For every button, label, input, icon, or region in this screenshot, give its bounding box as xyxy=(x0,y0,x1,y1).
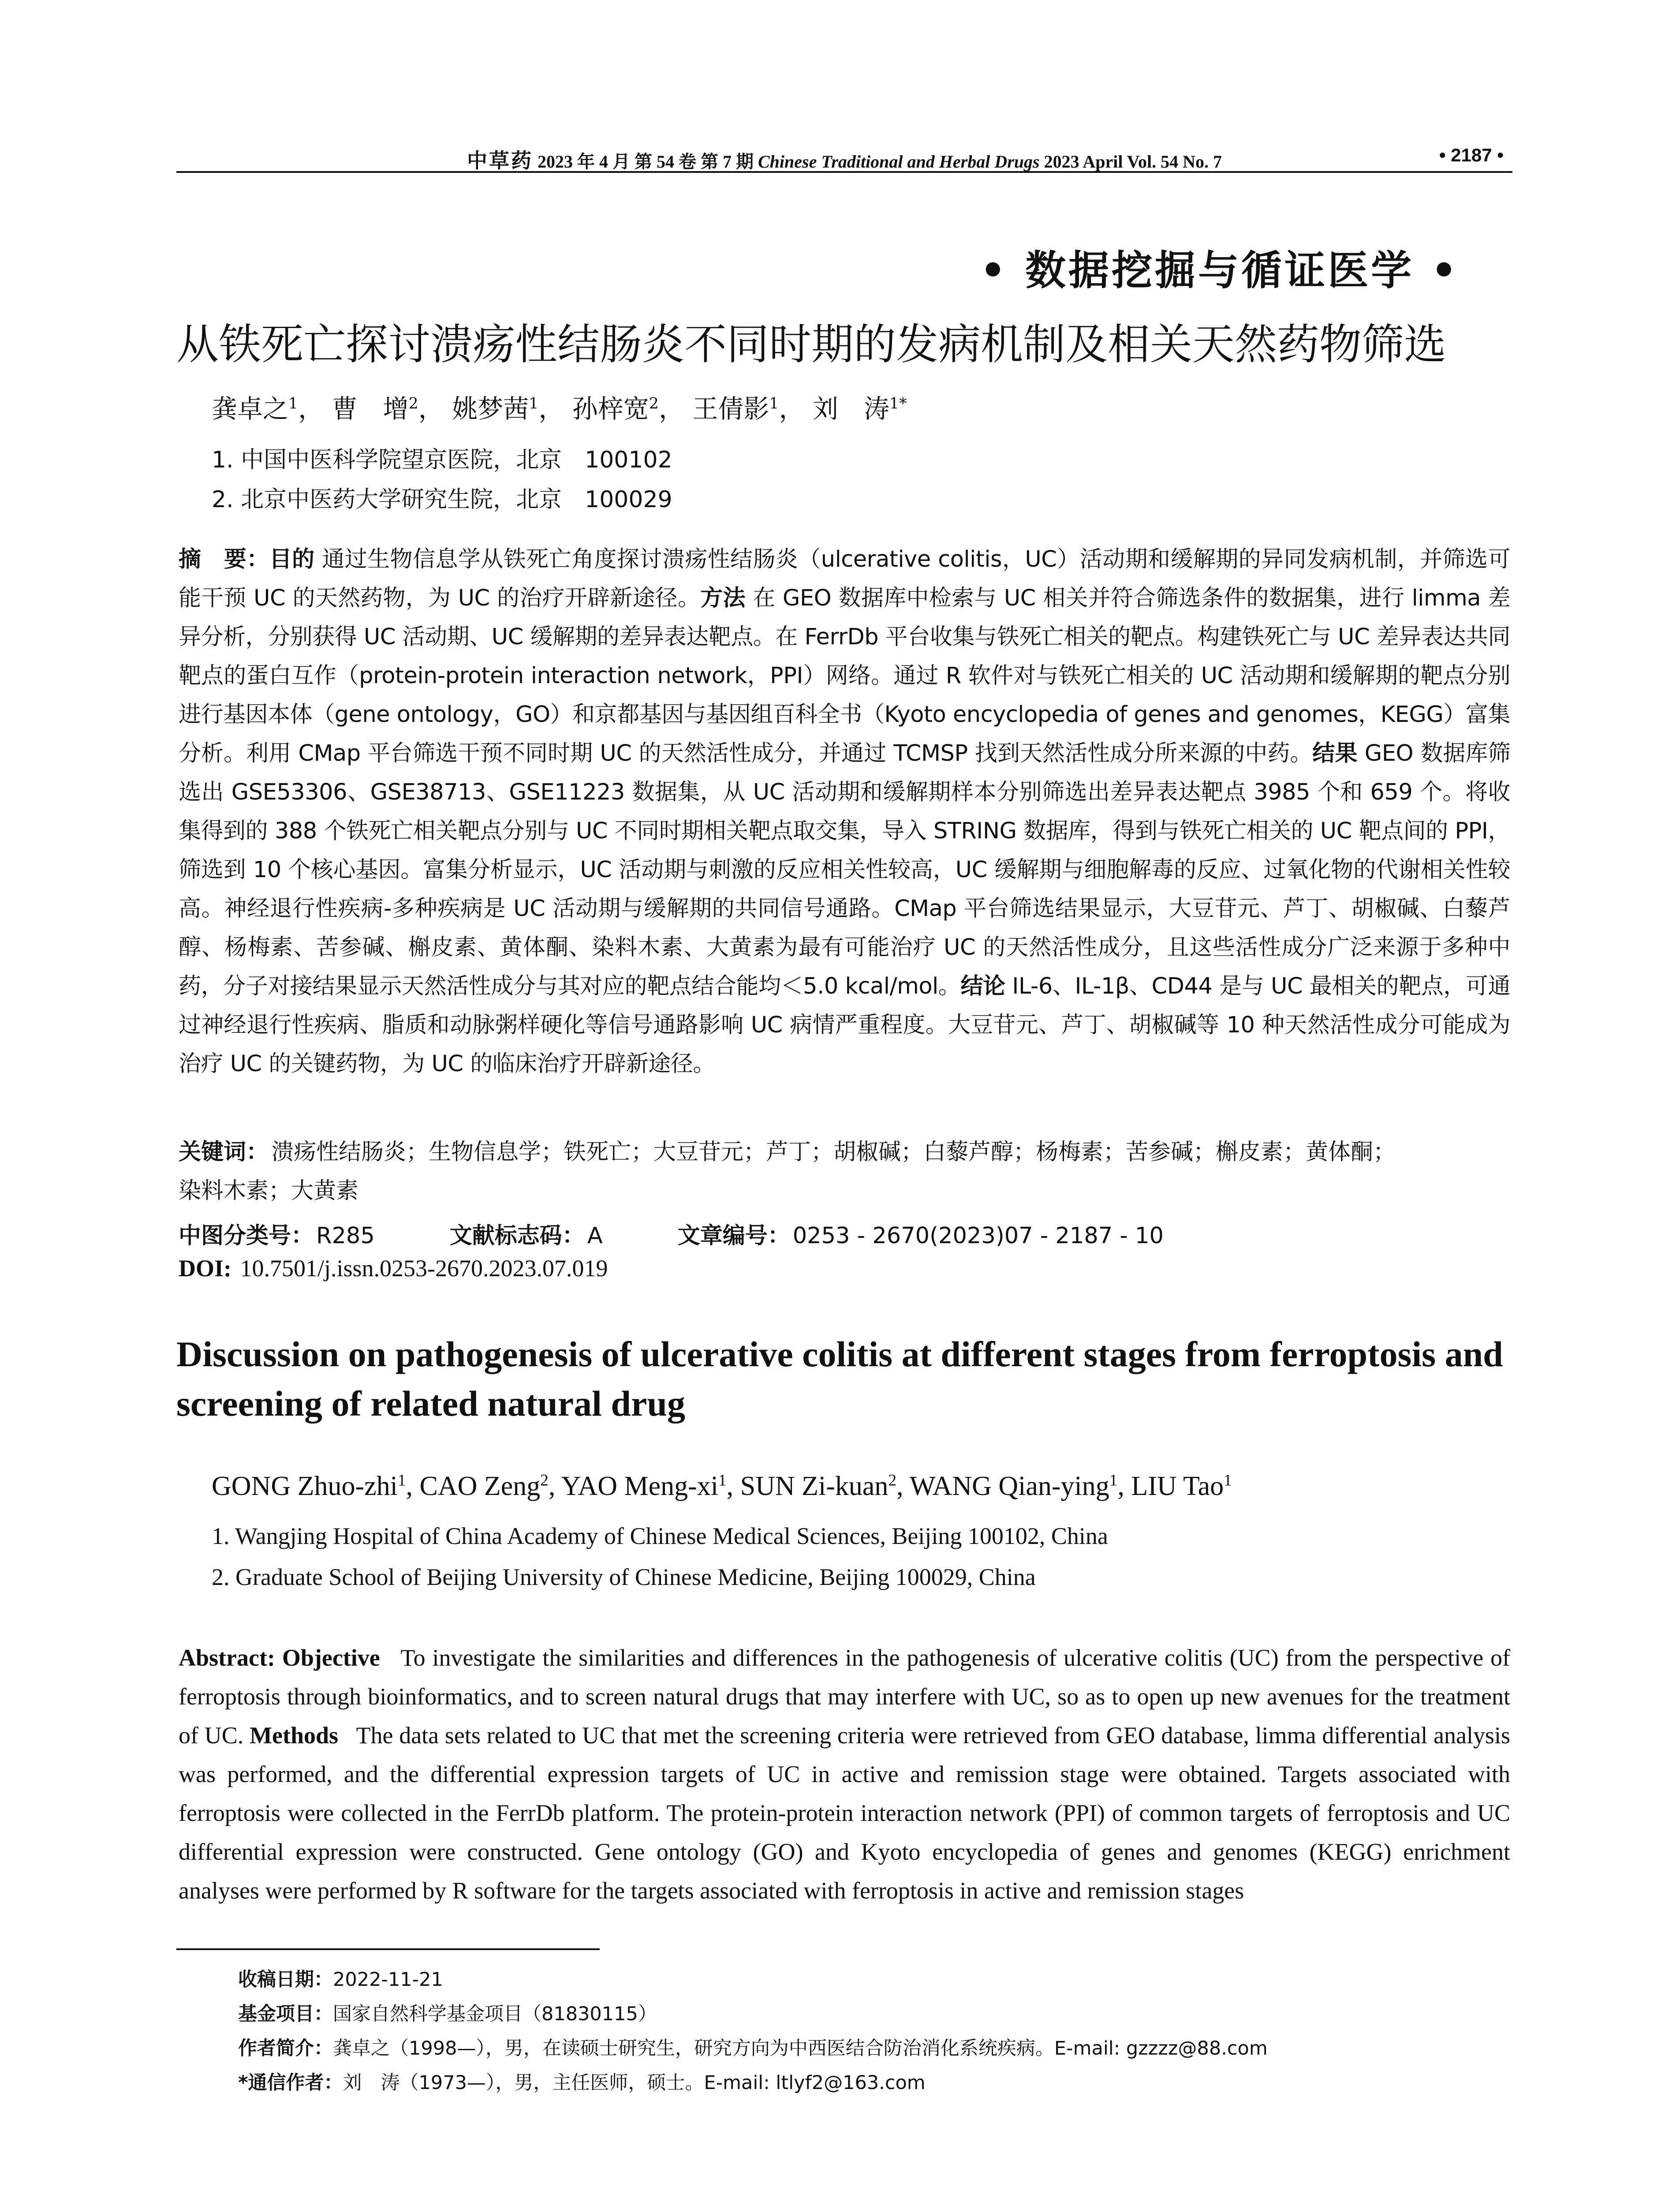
author-affiliation-mark: 1* xyxy=(889,395,907,413)
author-affiliation-mark: 2 xyxy=(408,395,418,413)
keywords-cn-continued xyxy=(179,1172,358,1205)
received-label: 收稿日期： xyxy=(238,1969,333,1991)
methods-label-cn: 方法 xyxy=(700,585,746,611)
footnote-fund xyxy=(238,1999,657,2026)
affiliation-cn: 2. 北京中医药大学研究生院，北京 100029 xyxy=(212,486,672,513)
received-date: 2022-11-21 xyxy=(333,1969,443,1991)
author-cn: 曹 增 xyxy=(332,394,409,424)
article-number-label: 文章编号： xyxy=(677,1223,790,1249)
fund-text: 国家自然科学基金项目（81830115） xyxy=(333,2003,657,2025)
author-en: GONG Zhuo-zhi xyxy=(212,1471,398,1501)
objective-text-en: To investigate the similarities and differences in the pathogenesis of ulcerative colitis (UC) from the perspective of ferroptosis through bioinformatics, and to screen natural drugs that may interfere with UC, so as to open up new avenues for the treatment of UC. xyxy=(179,1644,1511,1749)
article-title-en: Discussion on pathogenesis of ulcerative colitis at different stages from ferroptosis and screening of related natural drug xyxy=(176,1334,1503,1424)
author-affiliation-mark: 1 xyxy=(288,395,299,413)
author-en: SUN Zi-kuan xyxy=(740,1471,889,1501)
issue-info-cn: 2023 年 4 月 第 54 卷 第 7 期 xyxy=(537,152,754,172)
bio-text: 龚卓之（1998—），男，在读硕士研究生，研究方向为中西医结合防治消化系统疾病。E-mail: gzzzz@88.com xyxy=(333,2037,1268,2059)
section-label: • 数据挖掘与循证医学 • xyxy=(980,247,1460,294)
doi-line xyxy=(179,1255,608,1282)
author-affiliation-mark: 2 xyxy=(649,395,659,413)
author-cn: 王倩影 xyxy=(692,394,769,424)
abstract-cn xyxy=(179,540,1510,1084)
author-en: WANG Qian-ying xyxy=(909,1471,1109,1501)
doi-label: DOI: xyxy=(179,1255,231,1282)
classification-line xyxy=(179,1217,1164,1250)
objective-label-cn: 目的 xyxy=(269,546,315,572)
results-label-cn: 结果 xyxy=(1312,740,1358,766)
doi-link[interactable]: 10.7501/j.issn.0253-2670.2023.07.019 xyxy=(240,1255,608,1282)
document-code-label: 文献标志码： xyxy=(449,1223,585,1249)
author-affiliation-mark: 1 xyxy=(397,1471,406,1490)
objective-text-cn: 通过生物信息学从铁死亡角度探讨溃疡性结肠炎（ulcerative colitis，UC）活动期和缓解期的异同发病机制，并筛选可能干预 UC 的天然药物，为 UC 的治疗开辟新途径。 xyxy=(179,546,1510,611)
footnote-received xyxy=(238,1965,443,1992)
author-affiliation-mark: 2 xyxy=(540,1471,549,1490)
author-affiliation-mark: 2 xyxy=(888,1471,897,1490)
author-cn: 龚卓之 xyxy=(212,394,289,424)
affiliation-en: 2. Graduate School of Beijing University of Chinese Medicine, Beijing 100029, China xyxy=(212,1564,1036,1590)
author-list-en: GONG Zhuo-zhi$^1$, CAO Zeng$^2$, YAO Meng-$xi^1$, SUN Zi-kuan$^2$, WANG Qian-ying$^1$, LIU Tao$^1$ xyxy=(212,1471,1232,1501)
abstract-en xyxy=(179,1638,1510,1910)
conclusion-text-cn: IL-6、IL-1β、CD44 是与 UC 最相关的靶点，可通过神经退行性疾病、脂质和动脉粥样硬化等信号通路影响 UC 病情严重程度。大豆苷元、芦丁、胡椒碱等 10 种天然活性成分可能成为治疗 UC 的关键药物，为 UC 的临床治疗开辟新途径。 xyxy=(179,973,1510,1077)
clc-label: 中图分类号： xyxy=(179,1223,314,1249)
fund-label: 基金项目： xyxy=(238,2003,333,2025)
document-code-value: A xyxy=(587,1223,603,1249)
abstract-label-cn: 摘 要： xyxy=(179,546,269,572)
author-affiliation-mark: 1 xyxy=(718,1471,727,1490)
results-text-cn: GEO 数据库筛选出 GSE53306、GSE38713、GSE11223 数据集，从 UC 活动期和缓解期样本分别筛选出差异表达靶点 3985 个和 659 个。将收集得到的 388 个铁死亡相关靶点分别与 UC 不同时期相关靶点取交集，导入 STRING 数据库，得到与铁死亡相关的 UC 靶点间的 PPI，筛选到 10 个核心基因。富集分析显示，UC 活动期与刺激的反应相关性较高，UC 缓解期与细胞解毒的反应、过氧化物的代谢相关性较高。神经退行性疾病-多种疾病是 UC 活动期与缓解期的共同信号通路。CMap 平台筛选结果显示，大豆苷元、芦丁、胡椒碱、白藜芦醇、杨梅素、苦参碱、槲皮素、黄体酮、染料木素、大黄素为最有可能治疗 UC 的天然活性成分，且这些活性成分广泛来源于多种中药，分子对接结果显示天然活性成分与其对应的靶点结合能均＜5.0 kcal/mol。 xyxy=(179,740,1510,999)
footnote-corresponding xyxy=(238,2068,926,2095)
corresponding-label: *通信作者： xyxy=(238,2072,343,2094)
conclusion-label-cn: 结论 xyxy=(960,973,1005,999)
author-en: YAO Meng-xi xyxy=(561,1471,719,1501)
clc-value: R285 xyxy=(316,1223,375,1249)
bio-label: 作者简介： xyxy=(238,2037,333,2059)
author-list-cn: 龚卓之$^1$， 曹 增$^2$， 姚梦茜$^1$， 孙梓宽$^2$， 王倩影$^1$， 刘 涛$^{1*}$ xyxy=(212,394,907,424)
corresponding-text: 刘 涛（1973—），男，主任医师，硕士。E-mail: ltlyf2@163.com xyxy=(343,2072,926,2094)
journal-masthead xyxy=(176,145,1512,174)
methods-text-cn: 在 GEO 数据库中检索与 UC 相关并符合筛选条件的数据集，进行 limma 差异分析，分别获得 UC 活动期、UC 缓解期的差异表达靶点。在 FerrDb 平台收集与铁死亡相关的靶点。构建铁死亡与 UC 差异表达共同靶点的蛋白互作（protein-protein interaction network，PPI）网络。通过 R 软件对与铁死亡相关的 UC 活动期和缓解期的靶点分别进行基因本体（gene ontology，GO）和京都基因与基因组百科全书（Kyoto encyclopedia of genes and genomes，KEGG）富集分析。利用 CMap 平台筛选干预不同时期 UC 的天然活性成分，并通过 TCMSP 找到天然活性成分所来源的中药。 xyxy=(179,585,1510,766)
journal-name-en: Chinese Traditional and Herbal Drugs xyxy=(758,152,1040,172)
keywords-cn xyxy=(179,1133,1396,1166)
author-affiliation-mark: 1 xyxy=(529,395,539,413)
page-number: • 2187 • xyxy=(1439,145,1504,165)
journal-name-cn: 中草药 xyxy=(467,149,533,172)
methods-label-en: Methods xyxy=(250,1722,339,1749)
footnote-divider xyxy=(176,1948,600,1950)
author-affiliation-mark: 1 xyxy=(1224,1471,1232,1490)
author-cn: 姚梦茜 xyxy=(452,394,529,424)
article-title-cn: 从铁死亡探讨溃疡性结肠炎不同时期的发病机制及相关天然药物筛选 xyxy=(176,320,1446,369)
methods-text-en: The data sets related to UC that met the screening criteria were retrieved from GEO database, limma differential analysis was performed, and the differential expression targets of UC in active and remission stage were obtained. Targets associated with ferroptosis were collected in the FerrDb platform. The protein-protein interaction network (PPI) of common targets of ferroptosis and UC differential expression were constructed. Gene ontology (GO) and Kyoto encyclopedia of genes and genomes (KEGG) enrichment analyses were performed by R software for the targets associated with ferroptosis in active and remission stages xyxy=(179,1722,1511,1904)
keywords-label: 关键词： xyxy=(179,1139,269,1165)
article-number-value: 0253 - 2670(2023)07 - 2187 - 10 xyxy=(792,1223,1164,1249)
author-en: CAO Zeng xyxy=(419,1471,541,1501)
affiliation-en: 1. Wangjing Hospital of China Academy of Chinese Medical Sciences, Beijing 100102, China xyxy=(212,1523,1108,1549)
objective-label-en: Objective xyxy=(282,1644,380,1671)
running-header xyxy=(176,142,1512,173)
author-affiliation-mark: 1 xyxy=(1109,1471,1118,1490)
abstract-label-en: Abstract: xyxy=(179,1644,275,1671)
author-cn: 孙梓宽 xyxy=(572,394,649,424)
issue-info-en: 2023 April Vol. 54 No. 7 xyxy=(1044,152,1222,172)
author-affiliation-mark: 1 xyxy=(769,395,779,413)
author-cn: 刘 涛 xyxy=(812,394,889,424)
affiliation-cn: 1. 中国中医科学院望京医院，北京 100102 xyxy=(212,447,672,473)
keywords-text: 染料木素；大黄素 xyxy=(179,1178,359,1204)
footnote-author-bio xyxy=(238,2033,1268,2060)
author-en: LIU Tao xyxy=(1131,1471,1224,1501)
keywords-text: 溃疡性结肠炎；生物信息学；铁死亡；大豆苷元；芦丁；胡椒碱；白藜芦醇；杨梅素；苦参碱；槲皮素；黄体酮； xyxy=(271,1139,1396,1165)
